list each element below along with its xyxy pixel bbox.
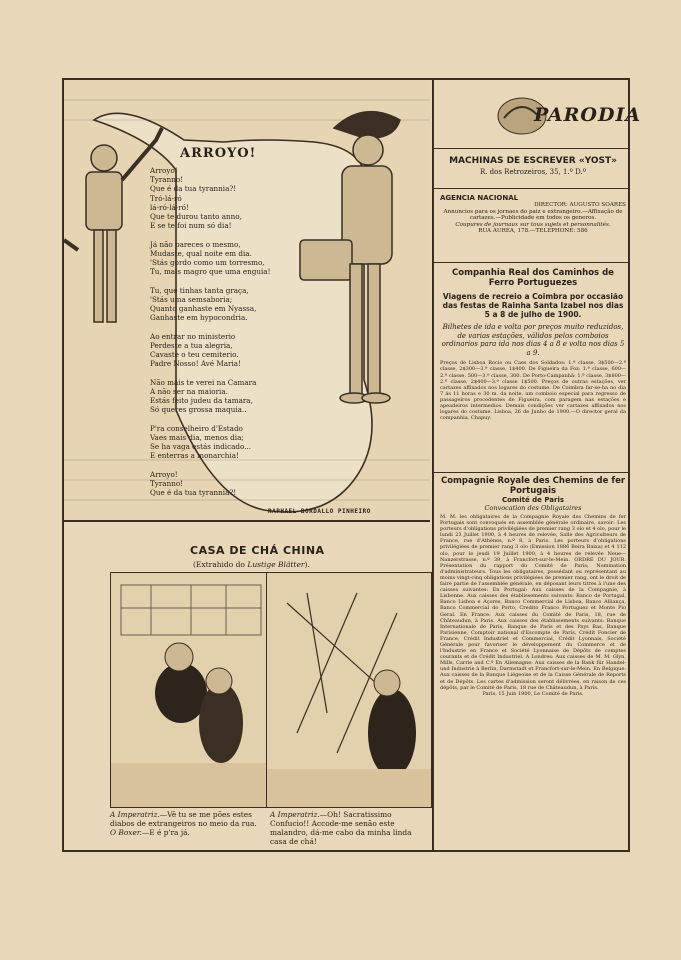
column-divider xyxy=(432,80,434,850)
yost-ad: MACHINAS DE ESCREVER «YOST» R. dos Retrozeiros, 35, 1.º D.º xyxy=(449,156,617,176)
poem-title: ARROYO! xyxy=(180,146,257,161)
poem-text: Arroyo! Tyranno! Que é da tua tyrannia?! Tró-lá-ró lá-ró-lá-ró! Que te durou tanto anno, E se te foi num só dia! Já não pareces o mesmo, Mudaste, qual noite em dia. 'Stás gordo como um torresmo, Tu, mais magro que uma enguia! Tu, que tinhas tanta graça, 'Stás uma semsaboria; Quanto ganhaste em Nyassa, Ganhaste em hypocondria. Ao entrar no ministerio Perdeste a tua alegria, Cavaste o teu cemiterio. Padre Nosso! Avé Maria! Não mais te verei na Camara A não ser na maioria. Estás feito judeu da tamara, Só queres grossa maquia.. P'ra conselheiro d'Estado Vaes mais dia, menos dia; Se ha vaga estás indicado... E enterras a monarchia! Arroyo! Tyranno! Que é da tua tyrannia?! xyxy=(150,166,271,498)
divider xyxy=(434,188,628,189)
cha-china-panels xyxy=(110,572,432,808)
left-caption: A Imperatriz.—Vê tu se me pões estes diabos de extrangeiros no meio da rua. O Boxer.—E é p'ra já. xyxy=(110,810,257,837)
right-panel xyxy=(266,572,432,808)
right-panel-drawing xyxy=(267,573,432,808)
right-caption: A Imperatriz.—Oh! Sacratissimo Confucio!! Accode-me senão este malandro, dá-me cabo da minha linda casa de chá! xyxy=(270,810,412,846)
cp-ad: Companhia Real dos Caminhos de Ferro Portuguezes Viagens de recreio a Coimbra por occasião das festas de Rainha Santa Izabel nos dias 5 a 8 de julho de 1900. Bilhetes de ida e volta por preços muito reduzidos, de varias estações, válidos pelos comboios ordinarios para ida nos dias 4 a 8 e volta nos dias 5 a 9. Preços de Lisboa Rocio ou Caes dos Soldados: 1.ª classe, 3$500—2.ª classe, 2$300—3.ª classe, 1$400. De Figueira da Foz: 1.ª classe, 600—2.ª classe, 500—3.ª classe, 300. De Porto-Campanhã: 1.ª classe, 3$800—2.ª classe, 2$400—3.ª classe 1$500. Preços de outras estações, ver cartazes affixados nos logares do costume. De Coimbra far-se-ha no dia 7 ás 11 horas e 30 m. da noite, um comboio especial para regresso de passageiros procedentes de Figueira, com paragem nas estações e apeadeiros intermedios. Demais condições ver cartazes affixados nos logares do costume. Lisboa, 26 de Junho de 1900.—O director geral da companhia, Chapuy. xyxy=(440,268,626,422)
compagnie-ad: Compagnie Royale des Chemins de fer Portugais Comité de Paris Convocation des Obligataires M. M. les obligataires de la Compagnie Royale des Chemins de fer Portugais sont convoqués en assemblée générale ordinaire, savoir: Les porteurs d'obligations privilégiées de premier rang 3 olo et 4 olo, pour le lundi 23 Juillet 1900, à 4 heures de relevée, Salle des Agriculteurs de France, rue d'Athènes, n.º 8, à Paris. Les porteurs d'obligations privilégiées de premier rang 3 olo (Emission 1886 Beira Baixa) et 4 112 olo, pour le jeudi 19 Juillet 1900, à 4 heures de relevée Neue—Nanzerstrasse, n.º 39, à Francfort-sur-le-Mein. ORDRE DU JOUR. Présentation du rapport du Comité de Paris; Nomination d'administrateurs. Tous les obligataires, possédant ou représentant au moins vingt-cinq obligations privilégiées de premier rang, ont le droit de faire partie de l'assemblée générale, en déposant leurs titres à l'une des caisses suivantes: En Portugal: Aux caisses de la Compagnie, à Lisbonne. Aux caisses des établissements suivants: Banco de Portugal, Banco Lisboa e Açores, Banco Commercial de Lisboa, Banco Alliança, Banco Commercial do Porto, Credito Franco Portuguez et Monte Pio Geral. En France: Aux caisses du Comité de Paris, 18, rue de Châteaudun, à Paris. Aux caisses des établissements suivants: Banque Internationale de Paris, Banque de Paris et des Pays Bas, Banque Parisienne, Comptoir national d'Escompte de Paris, Crédit Foncier de France, Crédit Industriel et Commercial, Crédit Lyonnais, Société Générale pour favoriser le développement du Commerce et de l'Industrie en France et Société Lyonnaise de Dépôts de comptes courants et de Crédit Industriel. A Londres: Aux caisses de M. M. Glyn, Mills, Carrie and C.º En Allemagne: Aux caisses de la Bank für Handel-und Industrie à Berlin, Darmstadt et Francfort-sur-le-Mein. En Belgique: Aux caisses de la Banque Liégeoise et de la Caisse Générale de Reports et de Dépôts. Les cartes d'admission seront délivrées, en raison de ces dépôts, par le Comité de Paris, 18 rue de Châteaudun, à Paris. Paris, 15 Juin 1900, Le Comité de Paris. xyxy=(440,476,626,697)
cha-china-source: (Extrahido do Lustige Blätter). xyxy=(193,560,310,569)
left-panel-drawing xyxy=(111,573,276,808)
cha-china-title: CASA DE CHÁ CHINA xyxy=(190,544,325,557)
artist-signature: RAPHAEL BORDALLO PINHEIRO xyxy=(268,508,371,515)
divider xyxy=(434,148,628,149)
divider xyxy=(434,262,628,263)
logo-text: PARODIA xyxy=(534,104,642,126)
left-panel xyxy=(110,572,276,808)
divider xyxy=(434,472,628,473)
agencia-ad: AGENCIA NACIONAL DIRECTOR: AUGUSTO SOARES Annuncios para os jornaes do paiz e extrangeiro.—Affixação de cartazes.—Publicidade em todos os generos. Coupures de journaux sur tous sujets et personnalités. RUA AUREA, 178.—TELEPHONE: 586 xyxy=(440,194,626,235)
